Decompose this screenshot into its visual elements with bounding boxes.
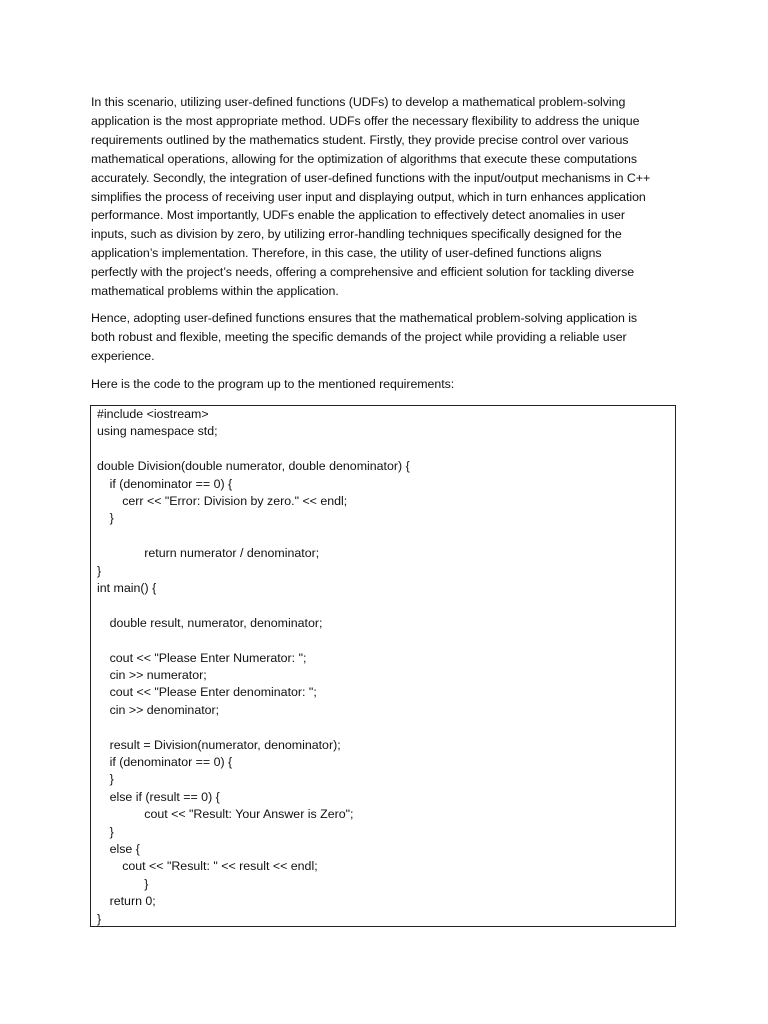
- code-line: return 0;: [109, 894, 156, 909]
- code-line: int main() {: [97, 581, 157, 595]
- code-line: double Division(double numerator, double denominator) {: [97, 459, 410, 474]
- code-line: if (denominator == 0) {: [109, 476, 233, 491]
- code-line: using namespace std;: [97, 424, 218, 439]
- code-line: }: [144, 876, 149, 891]
- code-line: }: [109, 511, 114, 526]
- code-line: cout << "Please Enter Numerator: ";: [109, 650, 307, 665]
- code-line: cerr << "Error: Division by zero." << endl;: [122, 494, 348, 508]
- paragraph-code-intro: Here is the code to the program up to the mentioned requirements:: [91, 377, 455, 391]
- code-line: }: [97, 911, 102, 926]
- code-line: else {: [109, 842, 140, 856]
- code-line: cin >> numerator;: [109, 668, 207, 682]
- paragraph-conclusion: Hence, adopting user-defined functions ensures that the mathematical problem-solving application is both robust and flexible, meeting the specific demands of the project while providing a reliable user experience.: [91, 311, 638, 363]
- code-line: }: [109, 824, 114, 839]
- code-line: #include <iostream>: [97, 407, 209, 421]
- paragraph-udf-rationale: In this scenario, utilizing user-defined functions (UDFs) to develop a mathematical problem-solving application is the most appropriate method. UDFs offer the necessary flexibility to address the unique requirements outlined by the mathematics student. Firstly, they provide precise control over various mathematical operations, allowing for the optimization of algorithms that execute these computations accurately. Secondly, the integration of user-defined functions with the input/output mechanisms in C++ simplifies the process of receiving user input and displaying output, which in turn enhances application performance. Most importantly, UDFs enable the application to effectively detect anomalies in user inputs, such as division by zero, by utilizing error-handling techniques specifically designed for the application’s implementation. Therefore, in this case, the utility of user-defined functions aligns perfectly with the project’s needs, offering a comprehensive and efficient solution for tackling diverse mathematical problems within the application.: [91, 95, 651, 299]
- code-line: if (denominator == 0) {: [109, 755, 233, 769]
- code-line: result = Division(numerator, denominator);: [109, 737, 341, 752]
- code-line: cout << "Result: Your Answer is Zero";: [144, 807, 354, 822]
- code-block: [90, 405, 676, 927]
- code-line: else if (result == 0) {: [109, 789, 220, 804]
- code-line: double result, numerator, denominator;: [109, 615, 323, 630]
- code-line: cout << "Please Enter denominator: ";: [109, 685, 317, 700]
- code-line: }: [97, 563, 102, 578]
- code-line: }: [109, 772, 114, 787]
- code-line: return numerator / denominator;: [144, 546, 320, 561]
- code-line: cin >> denominator;: [109, 702, 220, 717]
- code-line: cout << "Result: " << result << endl;: [122, 859, 318, 874]
